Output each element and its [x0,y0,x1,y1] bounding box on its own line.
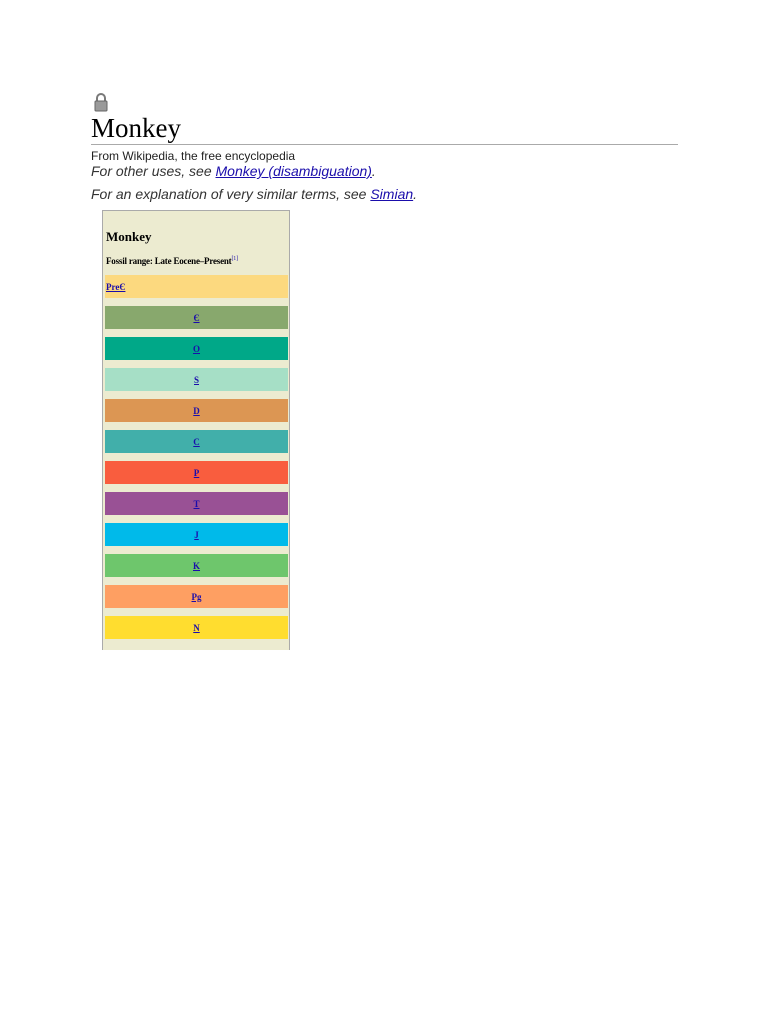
period-band [105,461,288,484]
hatnote-other-uses [91,163,376,179]
title-divider [91,144,678,145]
period-link[interactable]: P [193,467,200,478]
period-link[interactable]: C [193,436,200,447]
period-link[interactable]: J [194,529,199,540]
period-link[interactable]: T [193,498,200,509]
lock-icon [93,92,109,112]
period-link[interactable]: N [193,622,200,633]
period-link[interactable]: S [193,374,200,385]
simian-link[interactable]: Simian [370,186,414,202]
period-band [105,492,288,515]
period-band [105,275,288,298]
fossil-range-ref[interactable]: [1] [231,256,238,262]
period-band [105,554,288,577]
period-link[interactable]: PreЄ [106,281,126,292]
hatnote-suffix: . [413,186,418,202]
geologic-timescale [105,275,288,647]
hatnote-text: For other uses, see [91,163,216,179]
fossil-range-label: Fossil range: [106,256,155,266]
fossil-range-value: Late Eocene–Present [154,256,232,266]
disambiguation-link[interactable]: Monkey (disambiguation) [215,163,372,179]
fossil-range [106,256,238,266]
period-band [105,616,288,639]
period-band [105,399,288,422]
period-link[interactable]: Pg [191,591,202,602]
period-link[interactable]: K [192,560,201,571]
period-band [105,368,288,391]
period-band [105,523,288,546]
period-band [105,585,288,608]
period-link[interactable]: Є [193,312,200,323]
hatnote-text: For an explanation of very similar terms, see [91,186,371,202]
hatnote-suffix: . [371,163,376,179]
taxobox [102,210,290,650]
page-title: Monkey [91,113,181,143]
taxobox-title: Monkey [106,229,152,244]
hatnote-similar-terms [91,186,417,202]
period-band [105,430,288,453]
period-link[interactable]: D [193,405,200,416]
period-link[interactable]: O [192,343,201,354]
period-band [105,306,288,329]
site-tagline: From Wikipedia, the free encyclopedia [91,149,296,163]
period-band [105,337,288,360]
